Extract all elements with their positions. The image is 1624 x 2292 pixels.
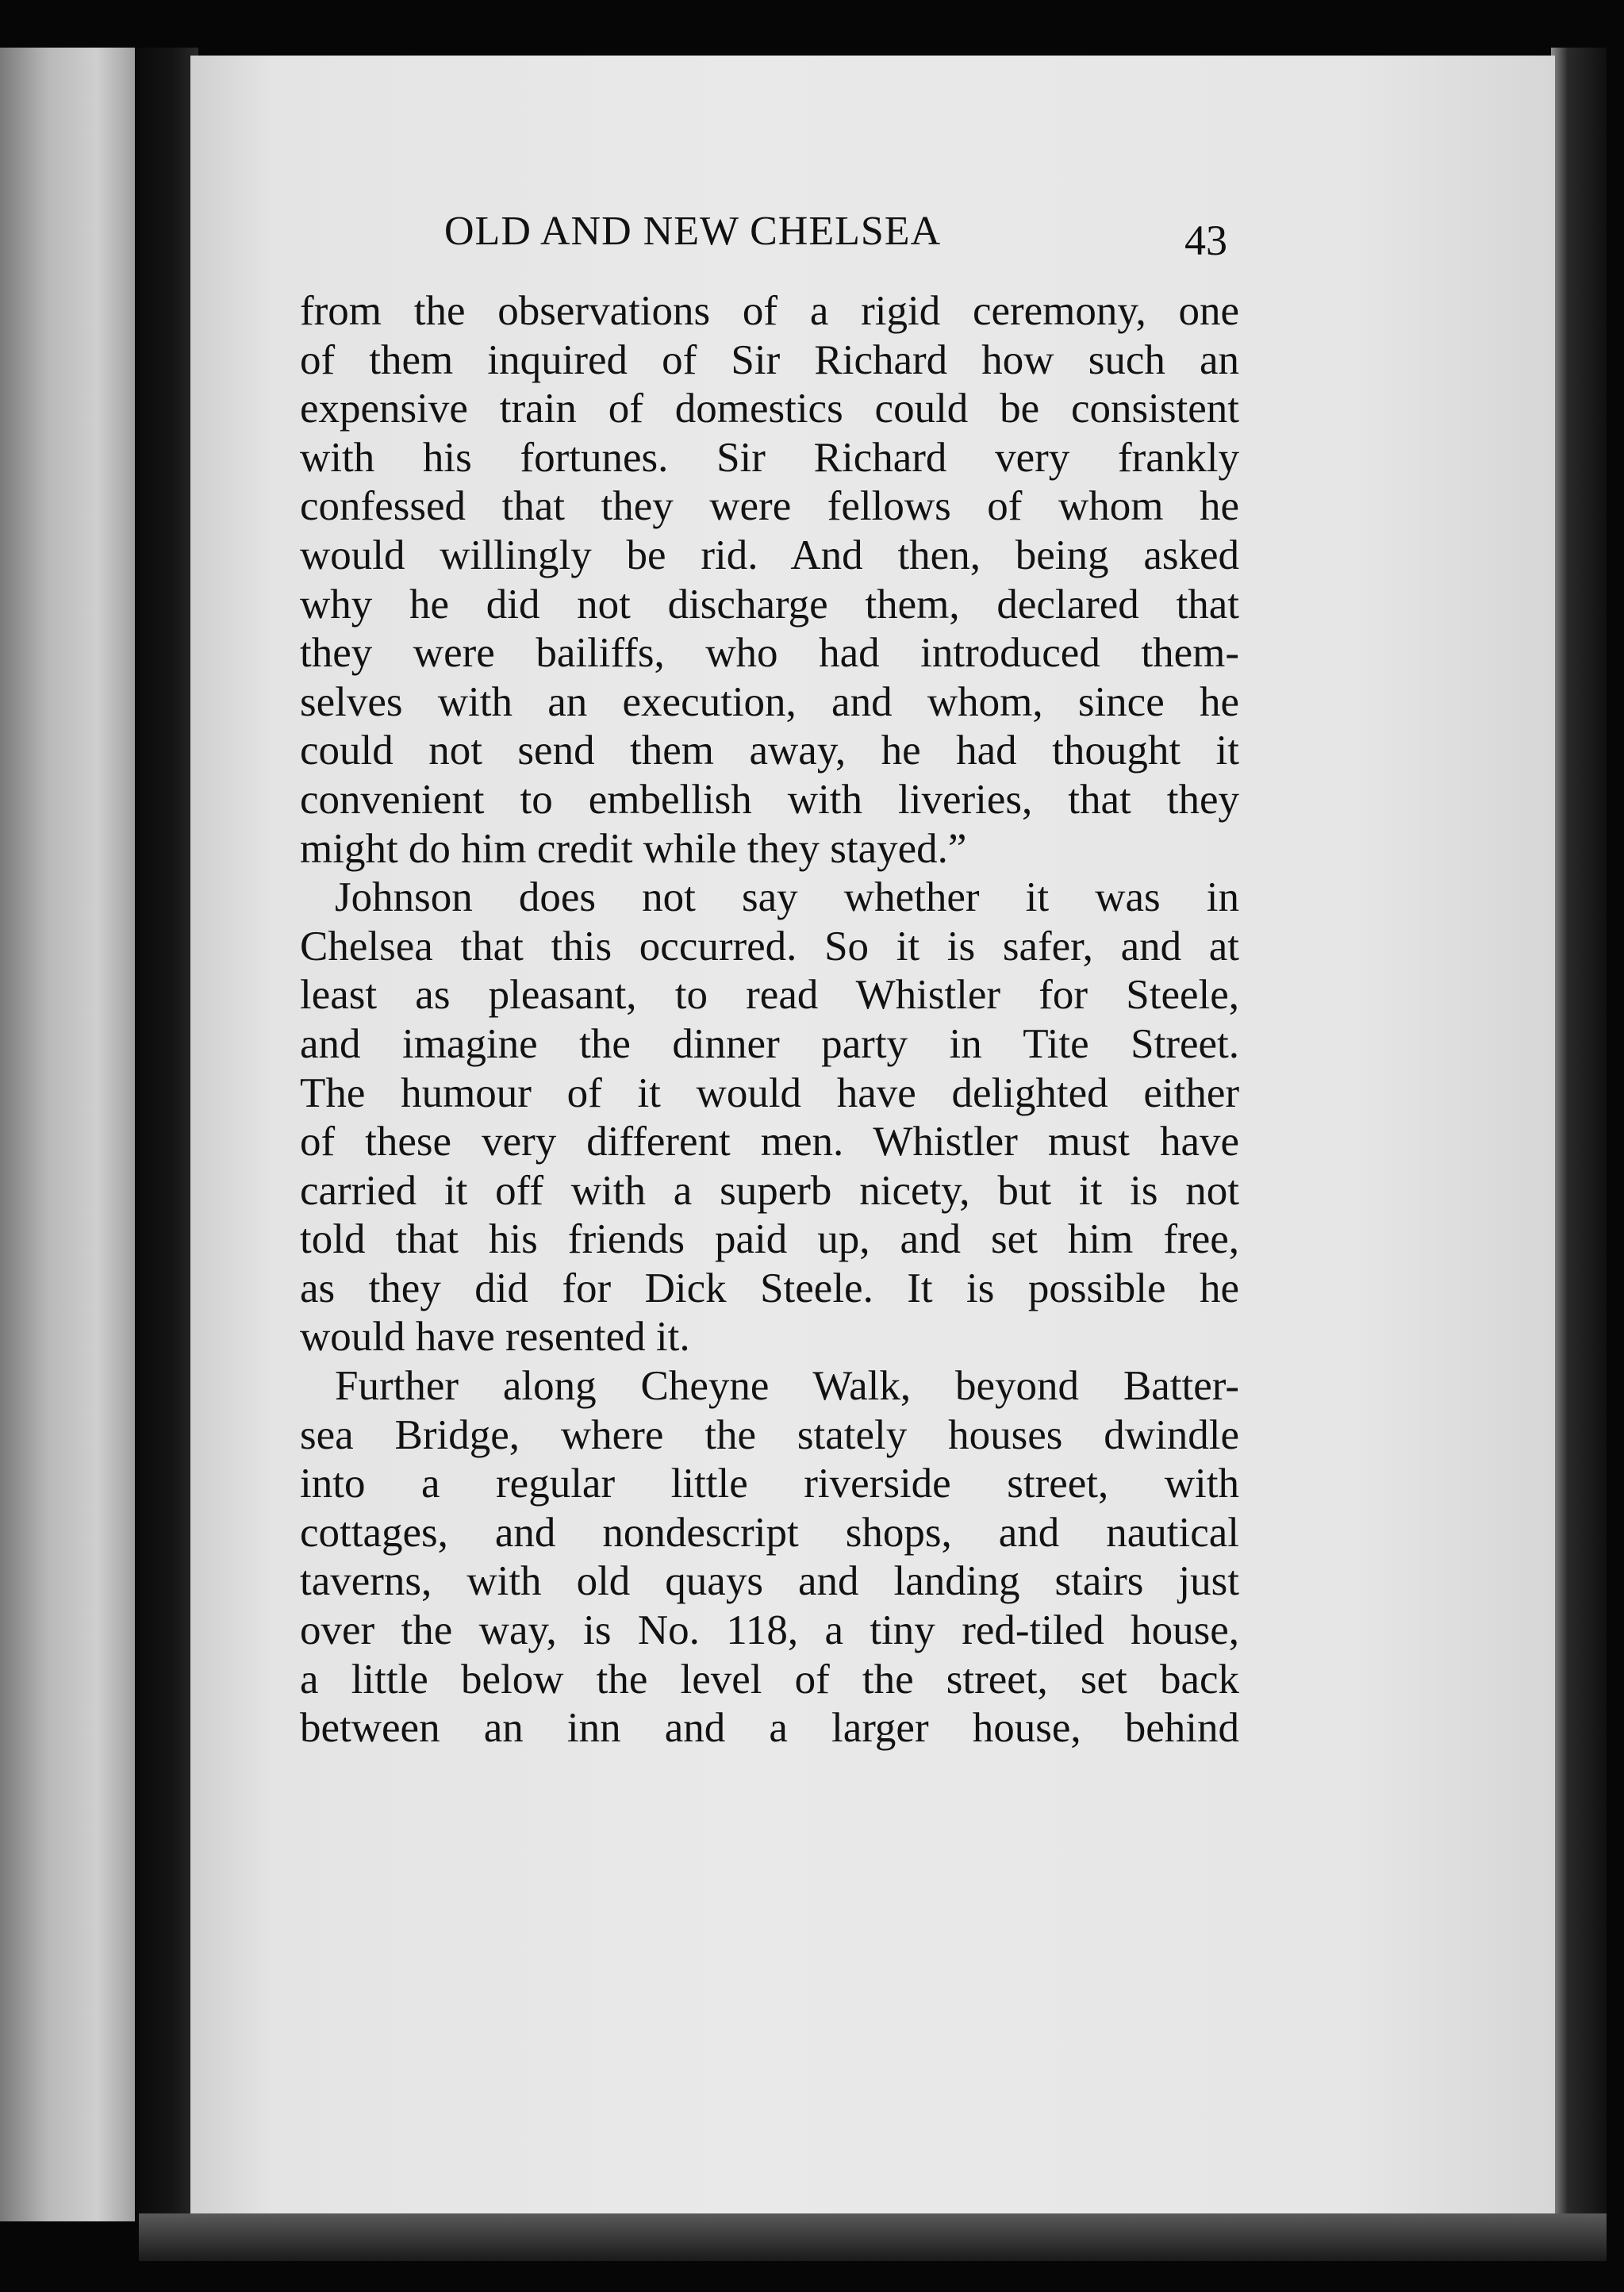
- text-line: Johnson does not say whether it was in: [335, 874, 1239, 921]
- left-page-edge: [0, 48, 139, 2221]
- bottom-page-edge: [139, 2213, 1607, 2261]
- text-line: cottages, and nondescript shops, and nautical: [300, 1509, 1239, 1556]
- text-line: why he did not discharge them, declared that: [300, 581, 1239, 628]
- text-line: into a regular little riverside street, with: [300, 1461, 1239, 1507]
- text-line: taverns, with old quays and landing stairs just: [300, 1558, 1239, 1605]
- binding-shadow: [135, 48, 198, 2221]
- text-line: might do him credit while they stayed.”: [300, 825, 967, 872]
- text-line: from the observations of a rigid ceremony, one: [300, 288, 1239, 334]
- text-line: of them inquired of Sir Richard how such an: [300, 336, 1239, 383]
- text-line: selves with an execution, and whom, since he: [300, 678, 1239, 725]
- text-line: of these very different men. Whistler must have: [300, 1119, 1239, 1165]
- text-line: could not send them away, he had thought it: [300, 728, 1239, 774]
- right-page-edge: [1551, 48, 1607, 2221]
- text-line: as they did for Dick Steele. It is possible he: [300, 1265, 1239, 1311]
- text-line: they were bailiffs, who had introduced them-: [300, 630, 1239, 677]
- text-line: least as pleasant, to read Whistler for Steele,: [300, 972, 1239, 1019]
- page-number: 43: [1184, 217, 1227, 264]
- text-line: would willingly be rid. And then, being asked: [300, 532, 1239, 578]
- text-line: told that his friends paid up, and set him free,: [300, 1216, 1239, 1263]
- text-line: carried it off with a superb nicety, but it is not: [300, 1167, 1239, 1214]
- text-line: expensive train of domestics could be consistent: [300, 386, 1239, 432]
- text-line: confessed that they were fellows of whom he: [300, 483, 1239, 530]
- text-line: over the way, is No. 118, a tiny red-tiled house,: [300, 1607, 1239, 1654]
- running-head: OLD AND NEW CHELSEA: [444, 209, 942, 254]
- text-line: with his fortunes. Sir Richard very frankly: [300, 434, 1239, 481]
- text-line: Further along Cheyne Walk, beyond Batter-: [335, 1363, 1239, 1410]
- text-line: sea Bridge, where the stately houses dwindle: [300, 1411, 1239, 1458]
- body-text: [300, 287, 1239, 1753]
- text-line: a little below the level of the street, set back: [300, 1656, 1239, 1703]
- text-line: and imagine the dinner party in Tite Street.: [300, 1020, 1239, 1067]
- text-line: Chelsea that this occurred. So it is safer, and at: [300, 923, 1239, 969]
- text-line: The humour of it would have delighted either: [300, 1069, 1239, 1116]
- text-line: convenient to embellish with liveries, that they: [300, 776, 1239, 823]
- text-line: between an inn and a larger house, behind: [300, 1705, 1239, 1752]
- text-line: would have resented it.: [300, 1314, 690, 1361]
